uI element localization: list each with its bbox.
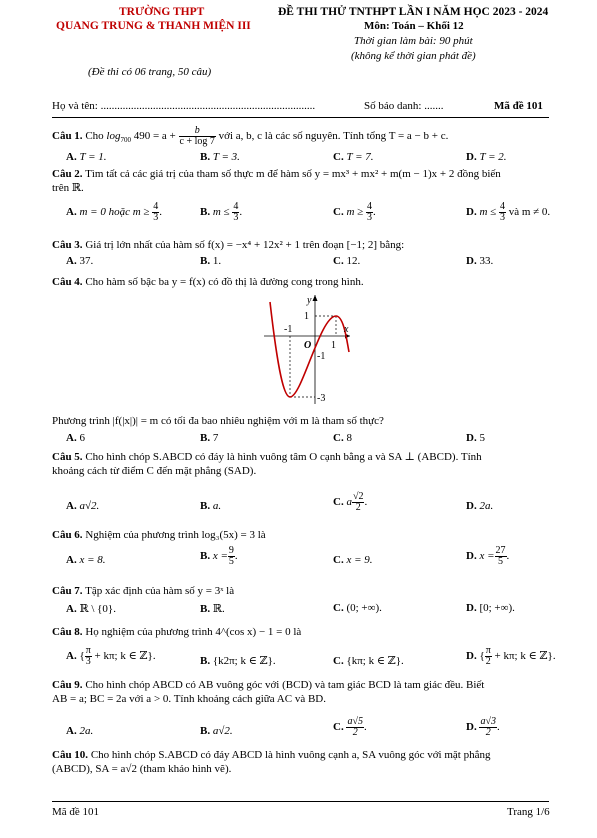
option-d[interactable]: D. 33. — [466, 255, 494, 267]
question-text: Cho hình chóp S.ABCD có đáy ABCD là hình vuông cạnh a, SA vuông góc với mặt phẳng — [90, 749, 491, 761]
option-text: m ≤ — [212, 206, 230, 219]
question-2 — [52, 167, 552, 195]
page-number: Trang 1/6 — [507, 806, 550, 818]
question-text: Cho hình chóp S.ABCD có đáy là hình vuông tâm O cạnh bằng a và SA ⊥ (ABCD). Tính — [85, 451, 482, 463]
option-b[interactable]: B. ℝ. — [200, 603, 225, 615]
numerator: π — [485, 645, 491, 656]
option-text: a. — [212, 500, 222, 512]
option-c[interactable]: C. T = 7. — [333, 151, 374, 163]
numerator: 9 — [228, 545, 234, 556]
question-text-mid: 490 = a + — [133, 130, 176, 143]
option-text: 2a. — [479, 500, 494, 512]
option-d[interactable]: D. 5 — [466, 432, 485, 444]
question-label: Câu 10. — [52, 749, 89, 761]
exam-time-note: (không kể thời gian phát đề) — [351, 50, 476, 62]
question-10 — [52, 748, 552, 776]
question-4-prompt — [52, 414, 552, 428]
question-label: Câu 5. — [52, 451, 83, 463]
option-text: 5 — [479, 432, 485, 444]
option-text: {k2π; k ∈ ℤ}. — [212, 655, 276, 667]
exam-code: Mã đề 101 — [494, 100, 543, 112]
option-text: m = 0 hoặc m ≥ — [79, 206, 150, 219]
option-text: a√2. — [212, 725, 233, 737]
option-text: T = 7. — [346, 151, 374, 163]
question-text-line2: AB = a; BC = 2a với a > 0. Tính khoảng cách giữa AC và BD. — [52, 693, 326, 705]
log-fn: log — [106, 130, 121, 143]
option-text: 33. — [479, 255, 494, 267]
question-label: Câu 2. — [52, 168, 83, 180]
option-text: x = 9. — [346, 554, 373, 566]
option-b[interactable]: B. 7 — [200, 432, 219, 444]
option-a[interactable]: A. T = 1. — [66, 151, 107, 163]
option-a[interactable]: A. 6 — [66, 432, 85, 444]
options-q4 — [66, 432, 546, 446]
option-d[interactable]: D. T = 2. — [466, 151, 507, 163]
option-text: a — [346, 496, 352, 509]
option-a[interactable]: A. a√2. — [66, 500, 100, 512]
student-name-field: Họ và tên: .............................................................................. — [52, 100, 316, 112]
option-d[interactable]: D. 2a. — [466, 500, 494, 512]
question-3 — [52, 238, 552, 252]
numerator: a√5 — [347, 716, 363, 727]
footer-divider — [52, 801, 549, 802]
denominator: 3 — [85, 656, 91, 667]
denominator: 3 — [366, 212, 372, 223]
denominator: 3 — [153, 212, 159, 223]
question-text: Cho hàm số bậc ba y = f(x) có đồ thị là đường cong trong hình. — [85, 276, 364, 288]
numerator: π — [85, 645, 91, 656]
option-text: T = 2. — [479, 151, 507, 163]
school-name-line2: QUANG TRUNG & THANH MIỆN III — [56, 20, 251, 32]
numerator: 4 — [153, 201, 159, 212]
option-b[interactable]: B. T = 3. — [200, 151, 240, 163]
denominator: c + log 7 — [179, 136, 215, 147]
option-text: x = 8. — [79, 554, 106, 566]
exam-title: ĐỀ THI THỬ TNTHPT LẦN I NĂM HỌC 2023 - 2024 — [278, 6, 549, 18]
option-c[interactable]: C. $\frac{a√5}{2}$ . — [333, 716, 367, 738]
exam-subject: Môn: Toán – Khối 12 — [364, 20, 464, 32]
denominator: 3 — [233, 212, 239, 223]
option-c[interactable]: C. a $\frac{√2}{2}$ . — [333, 491, 368, 513]
tick-x-minus1: -1 — [284, 324, 293, 335]
numerator: √2 — [352, 491, 364, 502]
student-id-field: Số báo danh: ....... — [364, 100, 444, 112]
option-text: 2a. — [79, 725, 94, 737]
option-text: ℝ \ {0}. — [79, 603, 116, 615]
option-text: 6 — [79, 432, 85, 444]
option-text: 8 — [346, 432, 352, 444]
option-c[interactable]: C. {kπ; k ∈ ℤ}. — [333, 655, 404, 667]
numerator: 4 — [233, 201, 239, 212]
option-d[interactable]: D. { $\frac{\pi}{2}$ + kπ; k ∈ ℤ}. — [466, 645, 556, 667]
question-label: Câu 1. — [52, 130, 83, 143]
question-4 — [52, 275, 552, 289]
option-c[interactable]: C. (0; +∞). — [333, 602, 382, 614]
tick-y-minus1: -1 — [317, 351, 326, 362]
option-b[interactable]: B. m ≤ $\frac{4}{3}$ . — [200, 201, 243, 223]
tick-y-1: 1 — [304, 311, 309, 322]
numerator: a√3 — [480, 716, 496, 727]
option-text: + kπ; k ∈ ℤ}. — [494, 650, 556, 663]
option-text: 7 — [212, 432, 219, 444]
question-text: Phương trình |f(|x|)| = m có tối đa bao nhiêu nghiệm với m là tham số thực? — [52, 415, 384, 427]
option-text: T = 1. — [79, 151, 107, 163]
question-text-line2: trên ℝ. — [52, 182, 84, 194]
denominator: 5 — [498, 556, 504, 567]
option-text: (0; +∞). — [346, 602, 382, 614]
option-text: 12. — [346, 255, 361, 267]
option-c[interactable]: C. 12. — [333, 255, 361, 267]
tick-x-1: 1 — [331, 340, 336, 351]
option-b[interactable]: B. a√2. — [200, 725, 233, 737]
option-a[interactable]: A. 37. — [66, 255, 94, 267]
question-label: Câu 9. — [52, 679, 83, 691]
options-q6 — [66, 545, 546, 568]
option-text: 37. — [79, 255, 94, 267]
tick-y-minus3: -3 — [317, 393, 326, 404]
denominator: 2 — [485, 727, 491, 738]
option-a[interactable]: A. { $\frac{\pi}{3}$ + kπ; k ∈ ℤ}. — [66, 645, 156, 667]
option-c[interactable]: C. 8 — [333, 432, 352, 444]
option-b[interactable]: B. a. — [200, 500, 222, 512]
origin-label: O — [304, 340, 312, 351]
y-axis-label: y — [307, 295, 312, 306]
option-text: [0; +∞). — [479, 602, 515, 614]
question-6 — [52, 528, 552, 542]
question-text: Tập xác định của hàm số y = 3ˣ là — [85, 585, 235, 597]
option-c[interactable]: C. x = 9. — [333, 554, 373, 566]
option-text: x = — [212, 550, 228, 563]
option-d[interactable]: D. m ≤ $\frac{4}{3}$ và m ≠ 0. — [466, 201, 551, 223]
option-text: ℝ. — [212, 603, 225, 615]
denominator: 2 — [352, 727, 358, 738]
option-a[interactable]: A. x = 8. — [66, 554, 106, 566]
option-a[interactable]: A. 2a. — [66, 725, 94, 737]
numerator: 4 — [499, 201, 505, 212]
option-c[interactable]: C. m ≥ $\frac{4}{3}$ . — [333, 201, 376, 223]
question-7 — [52, 584, 552, 598]
options-q2 — [66, 201, 551, 223]
denominator: 2 — [485, 656, 491, 667]
question-text-line2: khoảng cách từ điểm C đến mặt phẳng (SAD). — [52, 465, 257, 477]
question-label: Câu 6. — [52, 529, 83, 541]
option-text: 1. — [212, 255, 222, 267]
school-name-line1: TRƯỜNG THPT — [119, 6, 205, 18]
footer-exam-code: Mã đề 101 — [52, 806, 100, 818]
question-5 — [52, 450, 552, 478]
pages-note: (Đề thi có 06 trang, 50 câu) — [88, 66, 212, 78]
question-text: Cho hình chóp ABCD có AB vuông góc với (BCD) và tam giác BCD là tam giác đều. Biết — [85, 679, 485, 691]
option-a[interactable]: A. ℝ \ {0}. — [66, 603, 116, 615]
options-q7 — [66, 602, 546, 616]
option-text: {kπ; k ∈ ℤ}. — [346, 655, 404, 667]
fraction — [179, 126, 216, 147]
denominator: 5 — [228, 556, 234, 567]
question-9 — [52, 678, 552, 706]
option-text: + kπ; k ∈ ℤ}. — [94, 650, 156, 663]
question-text: Họ nghiệm của phương trình 4^(cos x) − 1 = 0 là — [85, 626, 302, 638]
denominator: 2 — [355, 502, 361, 513]
option-d[interactable]: D. $\frac{a√3}{2}$ . — [466, 716, 500, 738]
option-d[interactable]: D. [0; +∞). — [466, 602, 515, 614]
option-a[interactable]: A. m = 0 hoặc m ≥ $\frac{4}{3}$ . — [66, 201, 162, 223]
question-label: Câu 8. — [52, 626, 83, 638]
cubic-function-graph — [262, 292, 352, 408]
option-b[interactable]: B. {k2π; k ∈ ℤ}. — [200, 655, 276, 667]
question-text-post: với a, b, c là các số nguyên. Tính tổng T = a − b + c. — [218, 130, 449, 143]
question-text: Cho — [85, 130, 104, 143]
options-q3 — [66, 255, 546, 269]
denominator: 3 — [499, 212, 505, 223]
option-b[interactable]: B. x = $\frac{9}{5}$ . — [200, 545, 238, 567]
x-axis-label: x — [344, 324, 349, 335]
question-text-line2: (ABCD), SA = a√2 (tham khảo hình vẽ). — [52, 763, 232, 775]
option-text: m ≤ — [479, 206, 497, 219]
option-b[interactable]: B. 1. — [200, 255, 222, 267]
options-q8 — [66, 645, 556, 668]
options-q9 — [66, 716, 546, 739]
question-1 — [52, 126, 552, 147]
header-divider — [52, 117, 549, 118]
question-label: Câu 3. — [52, 239, 83, 251]
option-text: a√2. — [79, 500, 100, 512]
numerator: b — [179, 126, 216, 137]
question-label: Câu 4. — [52, 276, 83, 288]
numerator: 4 — [366, 201, 372, 212]
option-d[interactable]: D. x = $\frac{27}{5}$ . — [466, 545, 510, 567]
option-text: x = — [479, 550, 495, 563]
options-q5 — [66, 491, 546, 514]
question-text: Giá trị lớn nhất của hàm số f(x) = −x⁴ + 12x² + 1 trên đoạn [−1; 2] bằng: — [85, 239, 405, 251]
option-text: m ≥ — [346, 206, 364, 219]
option-text: T = 3. — [212, 151, 240, 163]
log-base: 700 — [120, 136, 131, 145]
question-text: Tìm tất cả các giá trị của tham số thực m để hàm số y = mx³ + mx² + m(m − 1)x + 2 đồng biến — [85, 168, 501, 180]
question-8 — [52, 625, 552, 639]
question-text: Nghiệm của phương trình log₃(5x) = 3 là — [85, 529, 266, 541]
option-text-post: và m ≠ 0. — [508, 206, 551, 219]
numerator: 27 — [495, 545, 506, 556]
exam-time: Thời gian làm bài: 90 phút — [354, 35, 473, 47]
options-q1 — [66, 151, 546, 165]
question-label: Câu 7. — [52, 585, 83, 597]
